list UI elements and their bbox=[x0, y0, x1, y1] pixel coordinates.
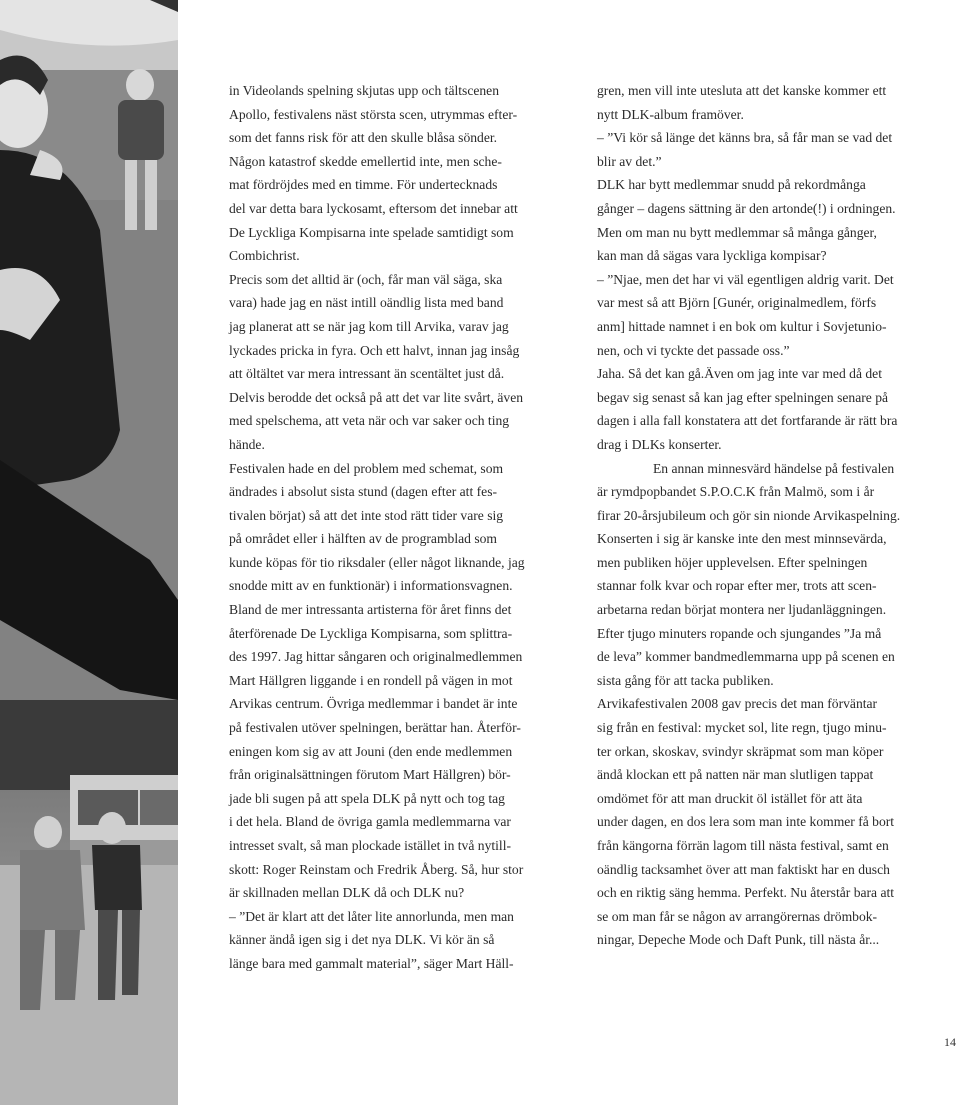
text-line: Konserten i sig är kanske inte den mest minnsevärda, bbox=[597, 531, 887, 547]
text-line: De Lyckliga Kompisarna inte spelade samtidigt som bbox=[229, 224, 514, 240]
text-line: snodde mitt av en funktionär) i informationsvagnen. bbox=[229, 578, 513, 594]
text-line: Mart Hällgren liggande i en rondell på vägen in mot bbox=[229, 672, 513, 688]
text-line: omdömet för att man druckit öl istället för att äta bbox=[597, 790, 863, 806]
text-line: med spelschema, att veta när och var saker och ting bbox=[229, 413, 510, 429]
text-line: på området eller i hälften av de programblad som bbox=[229, 531, 497, 547]
text-line: känner ändå igen sig i det nya DLK. Vi kör än så bbox=[229, 932, 495, 948]
text-line: gren, men vill inte utesluta att det kanske kommer ett bbox=[597, 83, 887, 98]
text-line: dagen i alla fall konstatera att det fortfarande är rätt bra bbox=[597, 413, 898, 429]
text-line: intresset svalt, så man plockade istället in två nytill- bbox=[229, 838, 512, 853]
text-line: på festivalen utöver spelningen, berättar han. Återför- bbox=[229, 720, 521, 736]
text-line: kan man då sägas vara lyckliga kompisar? bbox=[597, 248, 827, 264]
text-line: ningar, Depeche Mode och Daft Punk, till nästa år... bbox=[597, 932, 880, 948]
text-line: kunde köpas för tio riksdaler (eller något liknande, jag bbox=[229, 554, 525, 570]
text-line: Jaha. Så det kan gå.Även om jag inte var med då det bbox=[597, 366, 882, 382]
text-line: är skillnaden mellan DLK då och DLK nu? bbox=[229, 885, 465, 901]
text-line: – ”Det är klart att det låter lite annorlunda, men man bbox=[229, 908, 514, 924]
text-line: begav sig senast så kan jag efter spelningen senare på bbox=[597, 389, 889, 405]
text-line: under dagen, en dos lera som man inte kommer få bort bbox=[597, 814, 895, 830]
text-line: sista gång för att tacka publiken. bbox=[597, 672, 774, 688]
text-line: drag i DLKs konserter. bbox=[597, 436, 722, 452]
text-line: ändrades i absolut sista stund (dagen efter att fes- bbox=[229, 484, 498, 500]
left-text-column bbox=[229, 79, 564, 976]
text-line: nytt DLK-album framöver. bbox=[597, 106, 744, 122]
text-line: DLK har bytt medlemmar snudd på rekordmånga bbox=[597, 177, 866, 193]
text-line: från originalsättningen förutom Mart Hällgren) bör- bbox=[229, 767, 511, 783]
text-line: des 1997. Jag hittar sångaren och originalmedlemmen bbox=[229, 649, 523, 665]
text-line: och en riktig säng hemma. Perfekt. Nu återstår bara att bbox=[597, 885, 895, 901]
text-line: Apollo, festivalens näst största scen, utrymmas efter- bbox=[229, 106, 518, 122]
text-line: oändlig tacksamhet över att man faktiskt har en dusch bbox=[597, 861, 890, 877]
text-line: mat fördröjdes med en timme. För undertecknads bbox=[229, 177, 498, 193]
text-line: tivalen börjat) så att det inte stod rätt tider vare sig bbox=[229, 507, 504, 523]
text-line: vara) hade jag en näst intill oändlig lista med band bbox=[229, 295, 504, 311]
text-line: – ”Vi kör så länge det känns bra, så får man se vad det bbox=[597, 130, 893, 146]
text-line: Någon katastrof skedde emellertid inte, men sche- bbox=[229, 153, 502, 169]
text-line: jade bli sugen på att spela DLK på nytt och tog tag bbox=[229, 790, 505, 806]
text-line: anm] hittade namnet i en bok om kultur i Sovjetunio- bbox=[597, 318, 887, 334]
text-line: gånger – dagens sättning är den artonde(!) i ordningen. bbox=[597, 200, 896, 216]
text-line: lyckades pricka in fyra. Och ett halvt, innan jag insåg bbox=[229, 342, 520, 358]
text-line: skott: Roger Reinstam och Fredrik Åberg. Så, hur stor bbox=[229, 861, 524, 877]
text-line: Precis som det alltid är (och, får man väl säga, ska bbox=[229, 271, 503, 287]
text-line: från kängorna förrän lagom till nästa festival, samt en bbox=[597, 838, 889, 853]
text-line: ter orkan, skoskav, svindyr skräpmat som man köper bbox=[597, 743, 884, 759]
festival-photo bbox=[0, 0, 178, 1105]
text-line: nen, och vi tyckte det passade oss.” bbox=[597, 342, 790, 358]
text-line: sig från en festival: mycket sol, lite regn, tjugo minu- bbox=[597, 720, 887, 736]
text-line: firar 20-årsjubileum och gör sin nionde Arvikaspelning. bbox=[597, 507, 901, 523]
festival-photo-icon bbox=[0, 0, 178, 1105]
text-line: Arvikas centrum. Övriga medlemmar i bandet är inte bbox=[229, 696, 518, 712]
text-line: i det hela. Bland de övriga gamla medlemmarna var bbox=[229, 814, 511, 830]
text-line: En annan minnesvärd händelse på festivalen bbox=[653, 460, 895, 476]
text-line: del var detta bara lyckosamt, eftersom det innebar att bbox=[229, 200, 518, 216]
text-line: de leva” kommer bandmedlemmarna upp på scenen en bbox=[597, 649, 895, 665]
text-line: var mest så att Björn [Gunér, originalmedlem, förfs bbox=[597, 295, 877, 311]
page-number: 14 bbox=[944, 1035, 956, 1049]
text-line: ändå klockan ett på natten när man slutligen tappat bbox=[597, 767, 874, 783]
text-line: blir av det.” bbox=[597, 153, 662, 169]
text-line: Bland de mer intressanta artisterna för året finns det bbox=[229, 602, 512, 618]
text-line: Efter tjugo minuters ropande och sjungandes ”Ja må bbox=[597, 625, 882, 641]
text-line: stannar folk kvar och ropar efter mer, trots att scen- bbox=[597, 578, 877, 594]
text-line: hände. bbox=[229, 436, 265, 452]
text-line: se om man får se någon av arrangörernas drömbok- bbox=[597, 908, 878, 924]
text-line: Delvis berodde det också på att det var lite svårt, även bbox=[229, 389, 524, 405]
text-line: länge bara med gammalt material”, säger Mart Häll- bbox=[229, 955, 514, 971]
text-line: Festivalen hade en del problem med schemat, som bbox=[229, 460, 504, 476]
text-line: är rymdpopbandet S.P.O.C.K från Malmö, som i år bbox=[597, 484, 875, 500]
text-line: arbetarna redan börjat montera ner ljudanläggningen. bbox=[597, 602, 887, 618]
text-line: Men om man nu bytt medlemmar så många gånger, bbox=[597, 224, 877, 240]
text-line: att öltältet var mera intressant än scentältet just då. bbox=[229, 366, 505, 382]
text-line: återförenade De Lyckliga Kompisarna, som splittra- bbox=[229, 625, 513, 641]
text-line: jag planerat att se när jag kom till Arvika, varav jag bbox=[229, 318, 509, 334]
right-text-column bbox=[597, 79, 942, 952]
text-line: men publiken höjer upplevelsen. Efter spelningen bbox=[597, 554, 868, 570]
text-line: eningen kom sig av att Jouni (den ende medlemmen bbox=[229, 743, 513, 759]
text-line: in Videolands spelning skjutas upp och tältscenen bbox=[229, 83, 500, 98]
text-line: som det fanns risk för att den skulle blåsa sönder. bbox=[229, 130, 498, 146]
text-line: – ”Njae, men det har vi väl egentligen aldrig varit. Det bbox=[597, 271, 894, 287]
text-line: Arvikafestivalen 2008 gav precis det man förväntar bbox=[597, 696, 878, 712]
text-line: Combichrist. bbox=[229, 248, 300, 264]
